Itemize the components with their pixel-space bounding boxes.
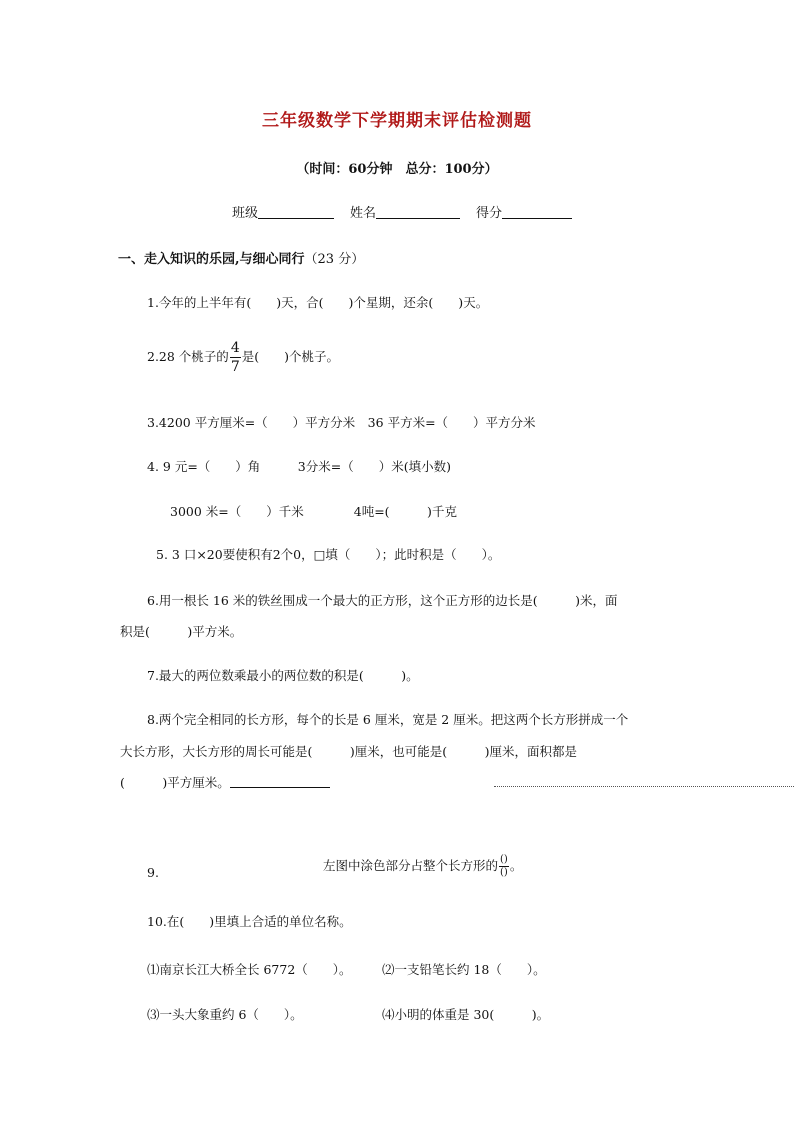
fraction-blank: $\frac{()}{()}$	[500, 854, 508, 878]
name-blank[interactable]	[376, 204, 460, 219]
question-8-line-3	[120, 773, 330, 791]
dotted-separator	[494, 786, 794, 787]
name-field	[350, 202, 460, 221]
exam-time-and-score: （时间：60分钟 总分：100分）	[296, 162, 498, 177]
fraction-four-sevenths: $\frac{4}{7}$	[230, 340, 240, 375]
question-9-text: 左图中涂色部分占整个长方形的	[323, 858, 499, 873]
section-title: 一、走入知识的乐园,与细心同行	[118, 252, 305, 267]
question-2-prefix: 2.28 个桃子的	[147, 349, 229, 364]
question-10-2: ⑵一支铅笔长约 18（ ）。	[382, 962, 546, 977]
answer-underline	[230, 775, 330, 788]
section-heading	[118, 248, 364, 267]
question-7: 7.最大的两位数乘最小的两位数的积是( )。	[147, 668, 419, 683]
question-6-line-1: 6.用一根长 16 米的铁丝围成一个最大的正方形，这个正方形的边长是( )米，面	[147, 593, 618, 608]
page-title: 三年级数学下学期期末评估检测题	[262, 111, 532, 131]
class-blank[interactable]	[258, 204, 334, 219]
question-6-line-2: 积是( )平方米。	[120, 624, 243, 639]
question-8-line-3-text: ( )平方厘米。	[120, 775, 230, 790]
question-8-line-1: 8.两个完全相同的长方形，每个的长是 6 厘米，宽是 2 厘米。把这两个长方形拼成一个	[147, 712, 629, 727]
class-label: 班级	[232, 206, 259, 221]
score-blank[interactable]	[502, 204, 572, 219]
question-10-1: ⑴南京长江大桥全长 6772（ ）。	[147, 962, 352, 977]
score-field	[476, 202, 572, 221]
section-points: （23 分）	[304, 252, 365, 267]
question-10: 10.在( )里填上合适的单位名称。	[147, 914, 352, 929]
question-5: 5. 3 口×20要使积有2个0，□填（ ）；此时积是（ ）。	[156, 547, 501, 562]
question-1: 1.今年的上半年有( )天，合( )个星期，还余( )天。	[147, 295, 489, 310]
question-4b: 3000 米=（ ）千米 4吨=( )千克	[170, 504, 457, 519]
name-label: 姓名	[350, 206, 377, 221]
question-8-line-2: 大长方形，大长方形的周长可能是( )厘米，也可能是( )厘米，面积都是	[120, 744, 578, 759]
question-9	[323, 855, 522, 878]
question-2-suffix: 是( )个桃子。	[241, 349, 339, 364]
question-9-number: 9.	[147, 865, 159, 880]
class-field	[232, 202, 334, 221]
question-10-3: ⑶一头大象重约 6（ ）。	[147, 1007, 303, 1022]
question-4a: 4. 9 元=（ ）角 3分米=（ ）米(填小数)	[147, 459, 451, 474]
question-2	[147, 341, 339, 374]
score-label: 得分	[476, 206, 503, 221]
question-10-4: ⑷小明的体重是 30( )。	[382, 1007, 550, 1022]
question-3: 3.4200 平方厘米=（ ）平方分米 36 平方米=（ ）平方分米	[147, 415, 536, 430]
question-9-end: 。	[509, 858, 523, 873]
